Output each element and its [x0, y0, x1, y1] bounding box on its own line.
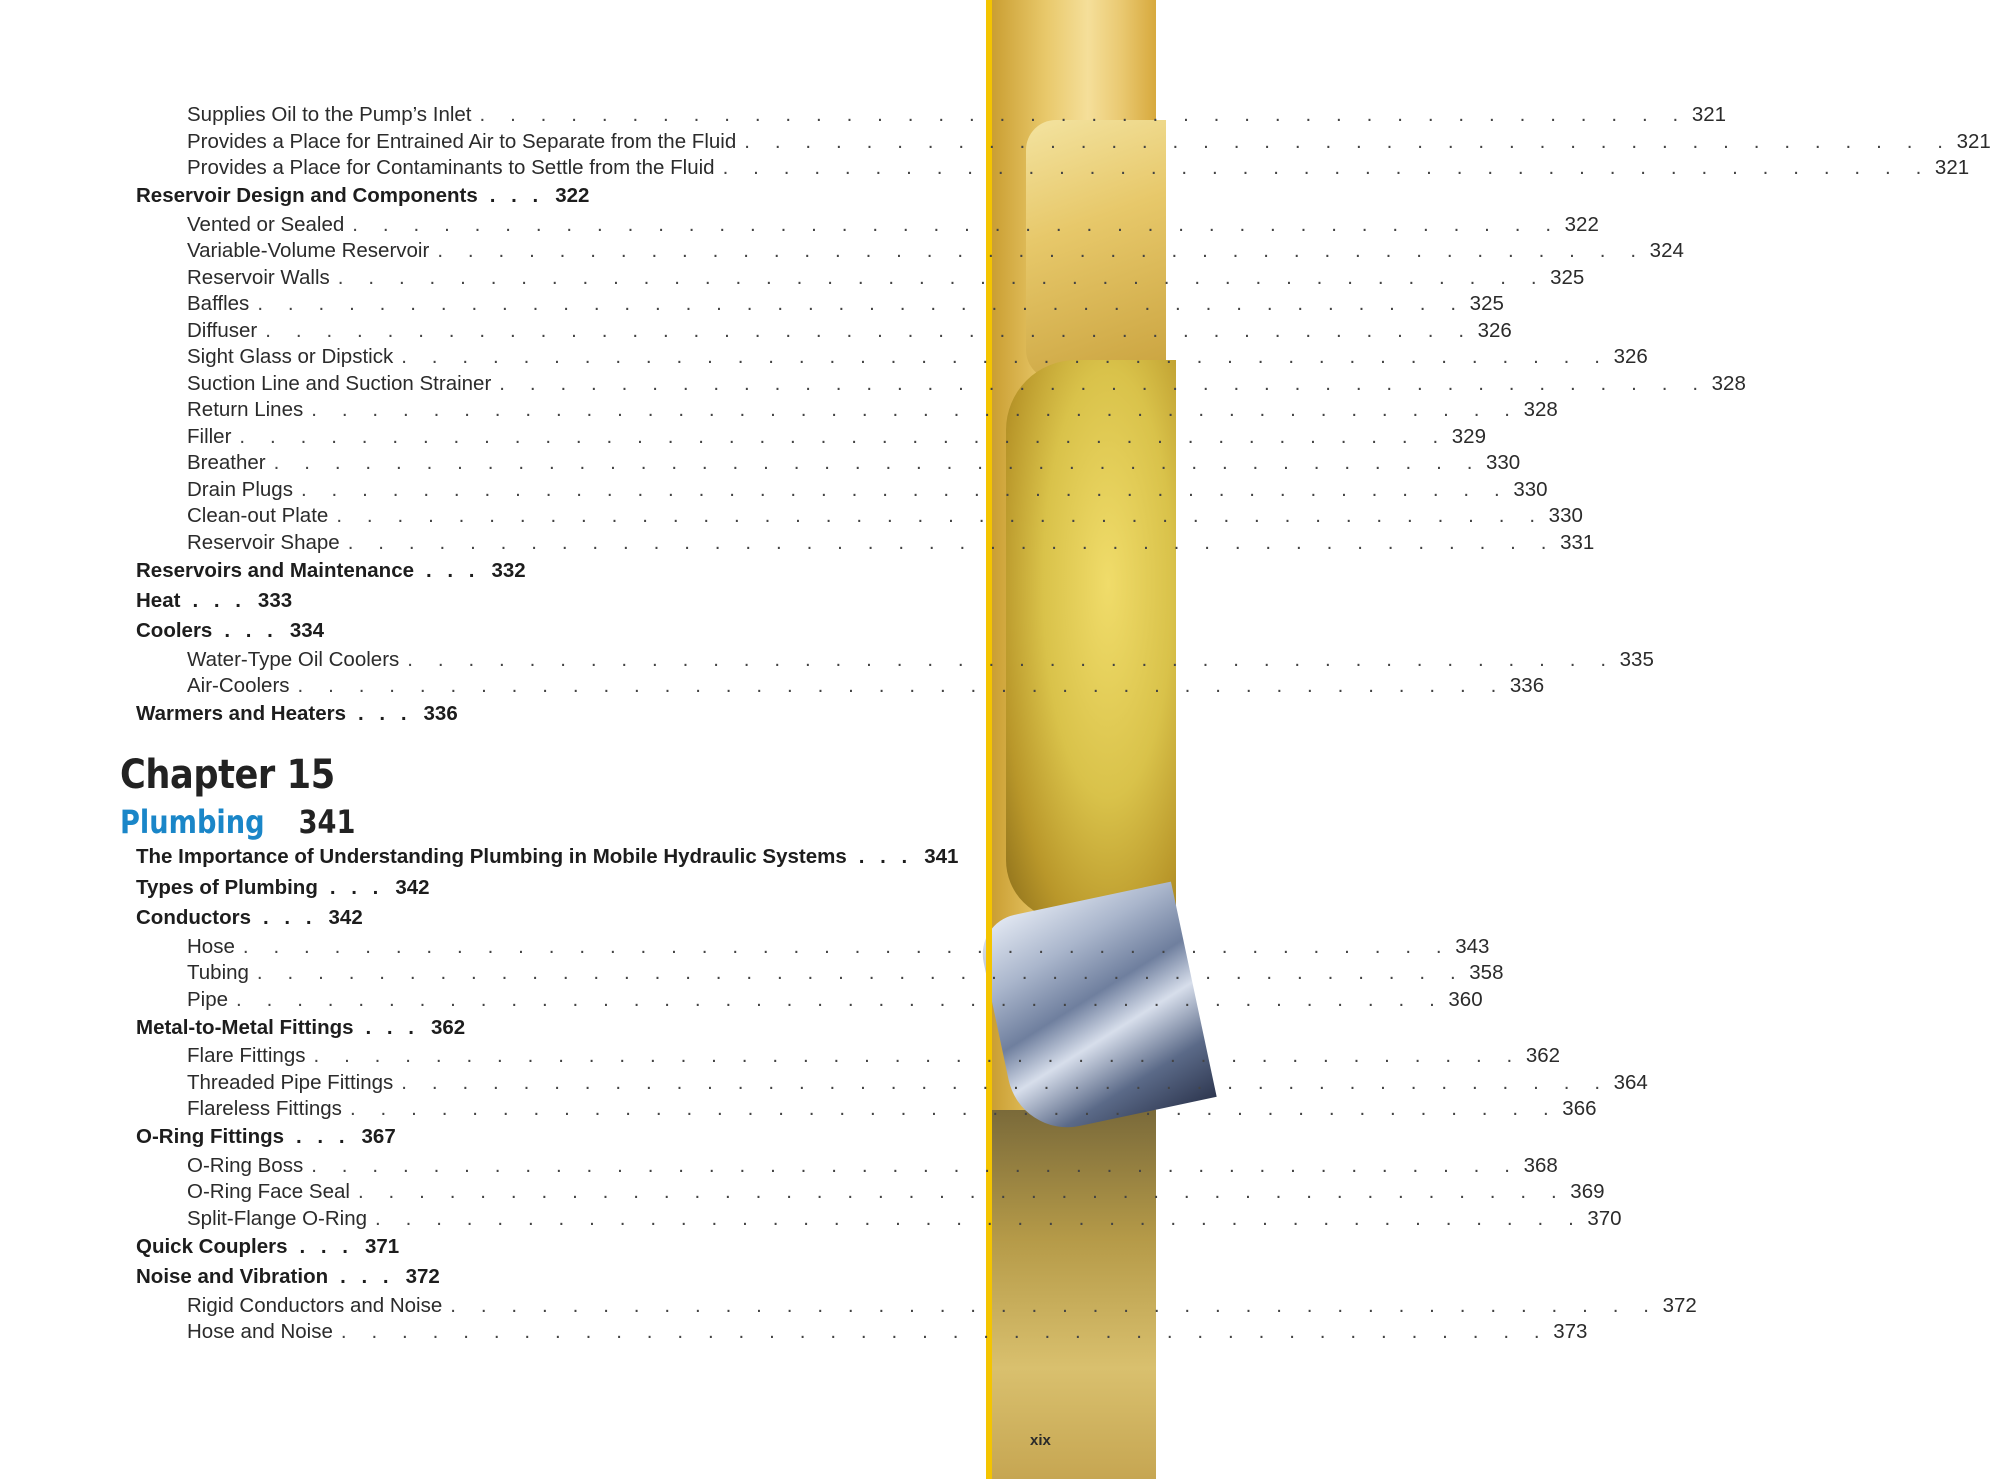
toc-heading-entry: [136, 845, 976, 873]
toc-entry-title: Provides a Place for Contaminants to Settle from the Fluid: [187, 156, 715, 179]
toc-entry-title: Air-Coolers: [187, 674, 290, 697]
toc-entry-page: 368: [1523, 1154, 1558, 1177]
toc-entry-title: Pipe: [187, 988, 229, 1011]
toc-entry-title: Clean-out Plate: [187, 504, 329, 527]
toc-subentry: [187, 319, 1512, 345]
toc-heading-page: 367: [361, 1125, 396, 1148]
toc-subentry: [187, 1044, 1561, 1070]
toc-entry-title: Drain Plugs: [187, 478, 293, 501]
toc-heading-title: The Importance of Understanding Plumbing in Mobile Hydraulic Systems: [136, 845, 847, 868]
toc-heading-title: Metal-to-Metal Fittings: [136, 1016, 354, 1039]
toc-entry-title: Flare Fittings: [187, 1044, 306, 1067]
toc-entry-page: 325: [1550, 266, 1585, 289]
toc-leader-dots: . . . . . . . . . . . . . . . . . . . . . . . . . . . . . . . . . . . . . . . .: [337, 266, 1547, 289]
toc-entry-page: 372: [1662, 1294, 1697, 1317]
toc-entry-page: 366: [1562, 1097, 1597, 1120]
toc-entry-title: Hose and Noise: [187, 1320, 333, 1343]
toc-entry-title: Threaded Pipe Fittings: [187, 1071, 394, 1094]
toc-entry-page: 330: [1548, 504, 1583, 527]
toc-heading-page: 333: [257, 589, 293, 612]
toc-leader-dots: . . . . . . . . . . . . . . . . . . . . . . . . . . . . . . . . . . . . . . . .: [273, 451, 1482, 474]
toc-heading-entry: [136, 589, 976, 617]
toc-heading-entry: [136, 876, 976, 904]
toc-subentry: [187, 213, 1599, 239]
toc-leader-dots: . . . . . . . . . . . . . . . . . . . . . . . . . . . . . . . . . . . . . . . .: [450, 1294, 1659, 1317]
toc-heading-separator: . . .: [299, 1235, 353, 1258]
toc-entry-title: Return Lines: [187, 398, 304, 421]
toc-subentry: [187, 504, 1583, 530]
toc-heading-separator: . . .: [358, 702, 412, 725]
toc-heading-separator: . . .: [858, 845, 913, 868]
toc-heading-page: 371: [365, 1235, 400, 1258]
toc-entry-title: Water-Type Oil Coolers: [187, 648, 400, 671]
toc-subentry: [187, 1097, 1597, 1123]
toc-heading-separator: . . .: [224, 619, 278, 642]
toc-heading-title: Heat: [136, 589, 181, 612]
toc-entry-page: 322: [1564, 213, 1599, 236]
toc-entry-page: 329: [1451, 425, 1486, 448]
toc-entry-page: 362: [1525, 1044, 1561, 1067]
toc-heading-title: O-Ring Fittings: [136, 1125, 285, 1148]
toc-leader-dots: . . . . . . . . . . . . . . . . . . . . . . . . . . . . . . . . . . . . . . . .: [265, 319, 1474, 342]
toc-leader-dots: . . . . . . . . . . . . . . . . . . . . . . . . . . . . . . . . . . . . . . . .: [239, 425, 1448, 448]
toc-heading-separator: . . .: [340, 1265, 394, 1288]
toc-heading-separator: . . .: [329, 876, 384, 899]
toc-entry-page: 370: [1587, 1207, 1622, 1230]
toc-heading-entry: [136, 559, 976, 587]
toc-entry-title: Baffles: [187, 292, 250, 315]
toc-subentry: [187, 1154, 1558, 1180]
toc-entry-page: 369: [1570, 1180, 1605, 1203]
toc-heading-page: 372: [405, 1265, 440, 1288]
toc-leader-dots: . . . . . . . . . . . . . . . . . . . . . . . . . . . . . . . . . . . . . . . .: [407, 648, 1616, 671]
toc-entry-title: Diffuser: [187, 319, 258, 342]
toc-subentry: [187, 266, 1585, 292]
toc-entry-page: 330: [1486, 451, 1521, 474]
toc-heading-separator: . . .: [426, 559, 480, 582]
toc-leader-dots: . . . . . . . . . . . . . . . . . . . . . . . . . . . . . . . . . . . . . . . .: [311, 1154, 1520, 1177]
toc-heading-title: Reservoir Design and Components: [136, 184, 478, 207]
toc-entry-page: 358: [1469, 961, 1504, 984]
toc-leader-dots: . . . . . . . . . . . . . . . . . . . . . . . . . . . . . . . . . . . . . . . .: [352, 213, 1561, 236]
toc-leader-dots: . . . . . . . . . . . . . . . . . . . . . . . . . . . . . . . . . . . . . . . .: [340, 1320, 1550, 1343]
toc-entry-title: Supplies Oil to the Pump’s Inlet: [187, 103, 472, 126]
toc-subentry: [187, 1180, 1605, 1206]
toc-heading-page: 362: [431, 1016, 466, 1039]
toc-leader-dots: . . . . . . . . . . . . . . . . . . . . . . . . . . . . . . . . . . . . . . . .: [722, 156, 1931, 179]
toc-subentry: [187, 239, 1684, 265]
toc-entry-page: 328: [1523, 398, 1558, 421]
toc-leader-dots: . . . . . . . . . . . . . . . . . . . . . . . . . . . . . . . . . . . . . . . .: [744, 130, 1953, 153]
toc-leader-dots: . . . . . . . . . . . . . . . . . . . . . . . . . . . . . . . . . . . . . . . .: [437, 239, 1646, 262]
toc-leader-dots: . . . . . . . . . . . . . . . . . . . . . . . . . . . . . . . . . . . . . . . .: [336, 504, 1545, 527]
toc-entry-page: 321: [1956, 130, 1991, 153]
toc-leader-dots: . . . . . . . . . . . . . . . . . . . . . . . . . . . . . . . . . . . . . . . .: [242, 935, 1452, 958]
toc-heading-entry: [136, 1125, 976, 1153]
toc-subentry: [187, 372, 1746, 398]
toc-heading-page: 334: [289, 619, 325, 642]
toc-subentry: [187, 1207, 1622, 1233]
toc-entry-title: Reservoir Walls: [187, 266, 330, 289]
page-number: xix: [1030, 1432, 1051, 1449]
toc-leader-dots: . . . . . . . . . . . . . . . . . . . . . . . . . . . . . . . . . . . . . . . .: [297, 674, 1506, 697]
toc-entry-title: Suction Line and Suction Strainer: [187, 372, 492, 395]
toc-heading-entry: [136, 619, 976, 647]
toc-entry-page: 325: [1469, 292, 1504, 315]
toc-subentry: [187, 398, 1558, 424]
chapter-name: Plumbing: [120, 803, 265, 841]
toc-heading-title: Warmers and Heaters: [136, 702, 347, 725]
toc-subentry: [187, 451, 1521, 477]
toc-heading-entry: [136, 702, 976, 730]
toc-heading-title: Noise and Vibration: [136, 1265, 329, 1288]
toc-heading-page: 341: [924, 845, 959, 868]
toc-entry-title: Rigid Conductors and Noise: [187, 1294, 443, 1317]
toc-entry-page: 326: [1613, 345, 1648, 368]
chapter-page: 341: [298, 803, 356, 841]
toc-entry-title: Variable-Volume Reservoir: [187, 239, 430, 262]
toc-entry-page: 321: [1934, 156, 1970, 179]
toc-subentry: [187, 478, 1548, 504]
toc-subentry: [187, 130, 1991, 156]
toc-entry-title: Split-Flange O-Ring: [187, 1207, 368, 1230]
toc-entry-page: 343: [1455, 935, 1490, 958]
toc-entry-title: O-Ring Boss: [187, 1154, 304, 1177]
toc-entry-page: 324: [1649, 239, 1684, 262]
toc-heading-entry: [136, 1265, 976, 1293]
toc-entry-page: 328: [1711, 372, 1746, 395]
toc-heading-separator: . . .: [296, 1125, 350, 1148]
toc-subentry: [187, 531, 1595, 557]
toc-heading-title: Types of Plumbing: [136, 876, 318, 899]
toc-subentry: [187, 345, 1648, 371]
toc-heading-title: Conductors: [136, 906, 252, 929]
toc-entry-page: 336: [1509, 674, 1545, 697]
toc-subentry: [187, 425, 1486, 451]
toc-heading-separator: . . .: [192, 589, 246, 612]
toc-leader-dots: . . . . . . . . . . . . . . . . . . . . . . . . . . . . . . . . . . . . . . . .: [357, 1180, 1567, 1203]
toc-subentry: [187, 674, 1545, 700]
toc-heading-title: Quick Couplers: [136, 1235, 288, 1258]
toc-heading-separator: . . .: [365, 1016, 419, 1039]
toc-entry-page: 321: [1691, 103, 1727, 126]
toc-entry-page: 373: [1553, 1320, 1588, 1343]
toc-entry-title: Flareless Fittings: [187, 1097, 342, 1120]
toc-entry-title: Reservoir Shape: [187, 531, 340, 554]
toc-entry-page: 364: [1613, 1071, 1648, 1094]
toc-leader-dots: . . . . . . . . . . . . . . . . . . . . . . . . . . . . . . . . . . . . . . . .: [401, 1071, 1610, 1094]
toc-heading-title: Reservoirs and Maintenance: [136, 559, 414, 582]
toc-leader-dots: . . . . . . . . . . . . . . . . . . . . . . . . . . . . . . . . . . . . . . . .: [499, 372, 1708, 395]
toc-entry-page: 335: [1619, 648, 1654, 671]
toc-heading-title: Coolers: [136, 619, 213, 642]
toc-entry-page: 360: [1448, 988, 1483, 1011]
toc-heading-entry: [136, 1235, 976, 1263]
toc-leader-dots: . . . . . . . . . . . . . . . . . . . . . . . . . . . . . . . . . . . . . . . .: [256, 961, 1466, 984]
toc-subentry: [187, 1071, 1648, 1097]
toc-subentry: [187, 1294, 1697, 1320]
toc-heading-separator: . . .: [263, 906, 317, 929]
toc-heading-entry: [136, 184, 976, 212]
toc-heading-page: 342: [328, 906, 363, 929]
toc-leader-dots: . . . . . . . . . . . . . . . . . . . . . . . . . . . . . . . . . . . . . . . .: [236, 988, 1445, 1011]
toc-entry-title: Breather: [187, 451, 266, 474]
toc-subentry: [187, 292, 1504, 318]
toc-heading-entry: [136, 906, 976, 934]
toc-entry-title: O-Ring Face Seal: [187, 1180, 350, 1203]
toc-subentry: [187, 156, 1970, 182]
toc-subentry: [187, 961, 1504, 987]
toc-entry-title: Sight Glass or Dipstick: [187, 345, 394, 368]
toc-heading-page: 322: [555, 184, 590, 207]
toc-subentry: [187, 988, 1483, 1014]
toc-entry-title: Filler: [187, 425, 232, 448]
toc-leader-dots: . . . . . . . . . . . . . . . . . . . . . . . . . . . . . . . . . . . . . . . .: [401, 345, 1610, 368]
toc-entry-page: 330: [1513, 478, 1548, 501]
toc-leader-dots: . . . . . . . . . . . . . . . . . . . . . . . . . . . . . . . . . . . . . . . .: [300, 478, 1510, 501]
toc-leader-dots: . . . . . . . . . . . . . . . . . . . . . . . . . . . . . . . . . . . . . . . .: [313, 1044, 1522, 1067]
toc-leader-dots: . . . . . . . . . . . . . . . . . . . . . . . . . . . . . . . . . . . . . . . .: [257, 292, 1466, 315]
toc-heading-entry: [136, 1016, 976, 1044]
toc-subentry: [187, 1320, 1588, 1346]
toc-leader-dots: . . . . . . . . . . . . . . . . . . . . . . . . . . . . . . . . . . . . . . . .: [349, 1097, 1559, 1120]
toc-subentry: [187, 103, 1727, 129]
toc-leader-dots: . . . . . . . . . . . . . . . . . . . . . . . . . . . . . . . . . . . . . . . .: [375, 1207, 1584, 1230]
chapter-label: Chapter 15: [120, 752, 335, 798]
chapter-title: [120, 803, 355, 841]
toc-entry-title: Hose: [187, 935, 235, 958]
toc-heading-page: 336: [423, 702, 458, 725]
toc-leader-dots: . . . . . . . . . . . . . . . . . . . . . . . . . . . . . . . . . . . . . . . .: [479, 103, 1688, 126]
toc-entry-title: Tubing: [187, 961, 249, 984]
toc-entry-title: Provides a Place for Entrained Air to Separate from the Fluid: [187, 130, 737, 153]
toc-entry-title: Vented or Sealed: [187, 213, 345, 236]
toc-leader-dots: . . . . . . . . . . . . . . . . . . . . . . . . . . . . . . . . . . . . . . . .: [311, 398, 1520, 421]
toc-subentry: [187, 648, 1654, 674]
toc-subentry: [187, 935, 1490, 961]
toc-entry-page: 326: [1477, 319, 1512, 342]
toc-leader-dots: . . . . . . . . . . . . . . . . . . . . . . . . . . . . . . . . . . . . . . . .: [347, 531, 1557, 554]
toc-entry-page: 331: [1560, 531, 1595, 554]
toc-heading-separator: . . .: [489, 184, 544, 207]
toc-heading-page: 332: [491, 559, 526, 582]
toc-heading-page: 342: [395, 876, 430, 899]
